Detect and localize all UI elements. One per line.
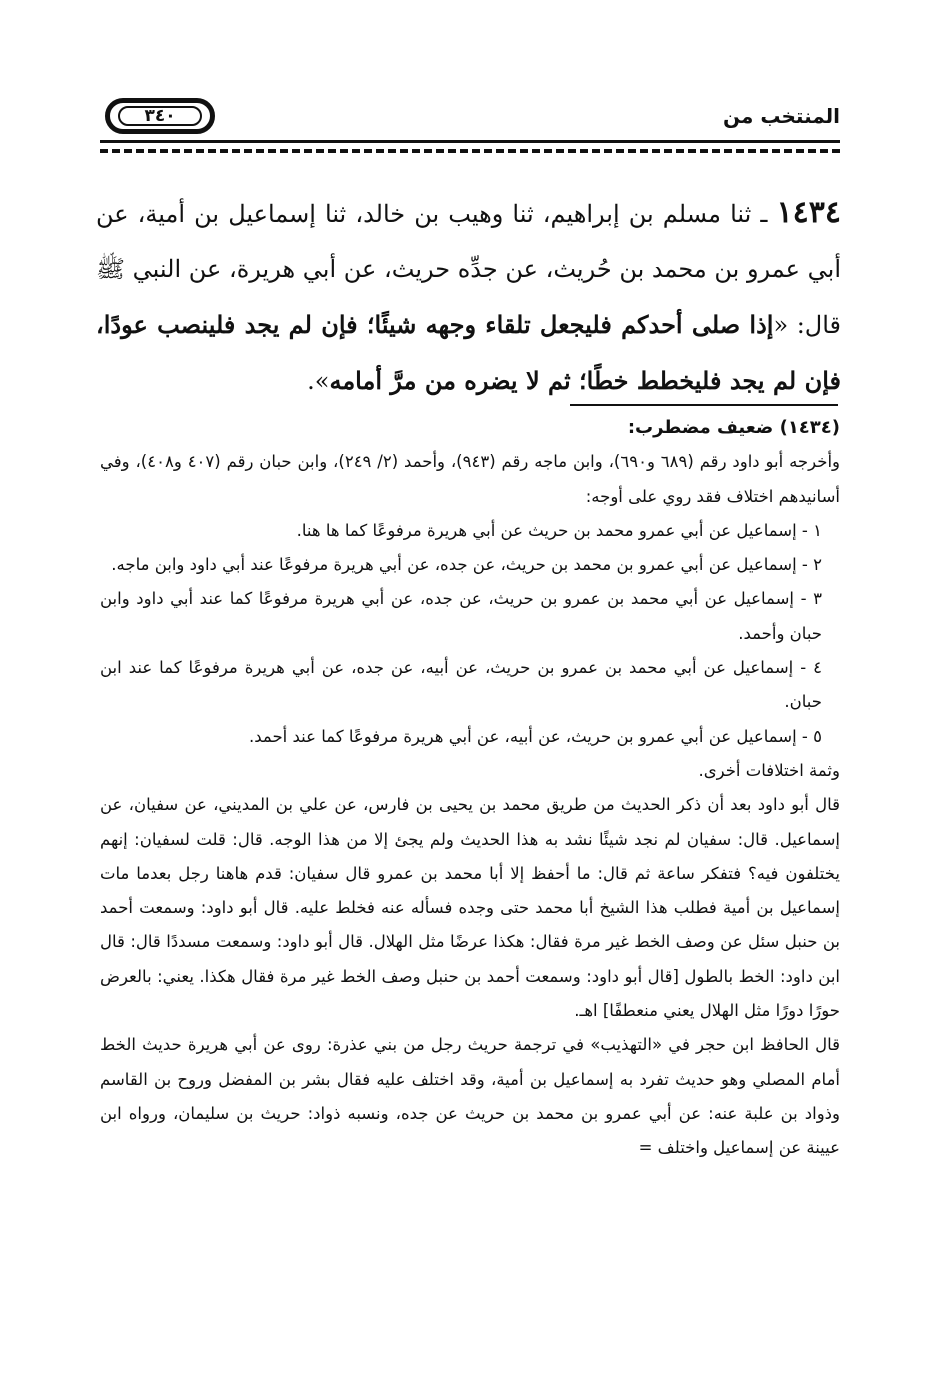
page-number-badge — [105, 98, 215, 134]
footnote-item: ١ - إسماعيل عن أبي عمرو محمد بن حريث عن أبي هريرة مرفوعًا كما ها هنا. — [296, 520, 822, 540]
hadith-matn: إذا صلى أحدكم فليجعل تلقاء وجهه شيئًا؛ فإن لم يجد فلينصب عودًا، فإن لم يجد فليخطط خطًا؛ ثم لا يضره من مرَّ أمامه — [96, 310, 841, 395]
footnote-paragraph: قال أبو داود بعد أن ذكر الحديث من طريق محمد بن يحيى بن فارس، عن علي بن المديني، عن سفيان، عن إسماعيل. قال: سفيان لم نجد شيئًا نشد به هذا الحديث ولم يجئ إلا من هذا الوجه. قال: قلت لسفيان: إنهم يختلفون فيه؟ فتفكر ساعة ثم قال: ما أحفظ إلا أبا محمد بن عمرو قال سفيان: قدم هاهنا رجل بعدما مات إسماعيل بن أمية فطلب هذا الشيخ أبا محمد حتى وجده فسأله عنه فخلط عليه. قال أبو داود: وسمعت أحمد بن حنبل سئل عن وصف الخط غير مرة فقال: هكذا عرضًا مثل الهلال. قال أبو داود: وسمعت مسددًا قال: قال ابن داود: الخط بالطول [قال أبو داود: وسمعت أحمد بن حنبل وصف الخط غير مرة فقال هكذا. يعني: بالعرض حورًا دورًا مثل الهلال يعني منعطفًا] اهـ. — [100, 795, 840, 1021]
footnote-heading: (١٤٣٤) ضعيف مضطرب: — [627, 417, 840, 438]
footnote-item: ٣ - إسماعيل عن أبي محمد بن عمرو بن حريث، عن جده، عن أبي هريرة مرفوعًا كما عند أبي داود وابن حبان وأحمد. — [100, 589, 822, 643]
footnote-paragraph: وثمة اختلافات أخرى. — [698, 760, 840, 780]
hadith-block — [96, 185, 841, 409]
footnote-separator — [570, 404, 838, 406]
footnote-item: ٤ - إسماعيل عن أبي محمد بن عمرو بن حريث، عن أبيه، عن جده، عن أبي هريرة مرفوعًا كما عند ابن حبان. — [100, 658, 822, 712]
hadith-closing: ». — [307, 367, 330, 395]
header-dashed-rule — [100, 149, 840, 153]
running-title: المنتخب من — [722, 104, 840, 128]
hadith-isnad: ـ ثنا مسلم بن إبراهيم، ثنا وهيب بن خالد، ثنا إسماعيل بن أمية، عن أبي عمرو بن محمد بن حُريث، عن جدِّه حريث، عن أبي هريرة، عن النبي ﷺ قال: « — [96, 200, 841, 339]
footnote-paragraph: قال الحافظ ابن حجر في «التهذيب» في ترجمة حريث رجل من بني عذرة: روى عن أبي هريرة حديث الخط أمام المصلي وهو حديث تفرد به إسماعيل بن أمية، وقد اختلف عليه فقال بشر بن المفضل وروح بن القاسم وذواد بن علبة عنه: عن أبي عمرو بن محمد بن حريث عن جده، ونسبه ذواد: حريث بن سليمان، ورواه ابن عيينة عن إسماعيل واختلف = — [100, 1035, 840, 1158]
footnote-paragraph: وأخرجه أبو داود رقم (٦٨٩ و٦٩٠)، وابن ماجه رقم (٩٤٣)، وأحمد (٢/ ٢٤٩)، وابن حبان رقم (٤٠٧ و٤٠٨)، وفي أسانيدهم اختلاف فقد روي على أوجه: — [100, 452, 840, 506]
footnotes — [100, 411, 840, 1166]
header-rule — [100, 140, 840, 143]
footnote-item: ٥ - إسماعيل عن أبي عمرو بن حريث، عن أبيه، عن أبي هريرة مرفوعًا كما عند أحمد. — [249, 726, 822, 746]
footnote-item: ٢ - إسماعيل عن أبي عمرو بن محمد بن حريث، عن جده، عن أبي هريرة مرفوعًا عند أبي داود وابن ماجه. — [111, 555, 822, 575]
page-number: ٣٤٠ — [118, 106, 202, 126]
hadith-number: ١٤٣٤ — [776, 195, 841, 230]
page-header — [100, 98, 840, 158]
